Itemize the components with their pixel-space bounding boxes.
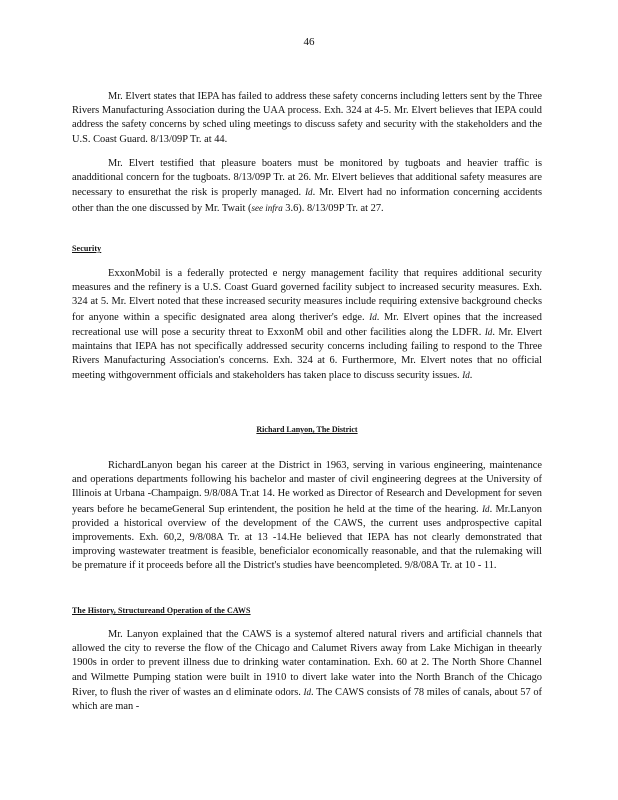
paragraph-security (72, 267, 542, 384)
citation-id: Id (482, 503, 490, 514)
citation-id: Id (303, 686, 312, 697)
paragraph-text: Mr. Elvert states that IEPA has failed to address these safety concerns including letters sent by the Three Rivers Manufacturing Association during the UAA process. Exh. 324 at 4-5. Mr. Elvert believes that IEPA could address the safety concerns by sched uling meetings to discuss safety and security with the stakeholders and the U.S. Coast Guard. 8/13/09P Tr. at 44. (72, 91, 542, 145)
paragraph-elvert-testimony (72, 157, 542, 216)
citation-id: Id (369, 311, 377, 322)
citation-id: Id (305, 187, 313, 198)
paragraph-text: . (469, 370, 473, 382)
paragraph-text: Mr. Lanyon explained that the CAWS is a systemof altered natural rivers and artificial channels that allowed the city to reverse the flow of the Chicago and Calumet Rivers away from Lake Michigan in theearly 1900s in order to prevent illness due to drinking water contamination. Exh. 60 at 2. The North Shore Channel and Wilmette Pumping station were built in 1910 to divert lake water into the North Branch of the Chicago River, to flush the river of wastes an d eliminate odors. (72, 629, 542, 698)
paragraph-text: ExxonMobil is a federally protected e nergy management facility that requires additional security measures and the refinery is a U.S. Coast Guard governed facility subject to increased security measures. Exh. 324 at 5. Mr. Elvert noted that these increased security measures include requiring extensive background checks for anyone within a specific designated area along theriver's edge. (72, 268, 542, 323)
section-heading-history: The History, Structureand Operation of the CAWS (72, 606, 251, 615)
heading-text: Richard Lanyon, The District (256, 425, 358, 434)
paragraph-text: . The CAWS consists of 78 miles of canals, about 57 of which are man - (72, 686, 542, 713)
paragraph-caws-history (72, 628, 542, 714)
citation-id: Id (484, 326, 493, 337)
paragraph-text: . Mr. Elvert had no information concerning accidents other than the one discussed by Mr. Twait ( (72, 187, 542, 214)
section-heading-lanyon (72, 423, 542, 437)
page-number: 46 (303, 36, 315, 48)
section-heading-security: Security (72, 244, 102, 253)
paragraph-text: 3.6). 8/13/09P Tr. at 27. (282, 202, 384, 214)
paragraph-text: Mr. Elvert testified that pleasure boaters must be monitored by tugboats and heavier traffic is anadditional concern for the tugboats. 8/13/09P Tr. at 26. Mr. Elvert believes that additional safety measures are necessary to ensurethat the risk is properly managed. (72, 158, 542, 199)
paragraph-elvert-safety (72, 90, 542, 147)
citation-see-infra: see infra (251, 202, 283, 213)
paragraph-text: . Mr. Elvert opines that the increased recreational use will pose a security threat to ExxonM obil and other facilities along the LDFR. (72, 311, 542, 338)
paragraph-text: RichardLanyon began his career at the District in 1963, serving in various engineering, maintenance and operations departments following his bachelor and master of civil engineering degrees at the University of Illinois at Urbana -Champaign. 9/8/08A Tr.at 14. He worked as Director of Research and Development for seven years before he becameGeneral Sup erintendent, the position he held at the time of the hearing. (72, 460, 542, 515)
paragraph-text: . Mr. Elvert maintains that IEPA has not specifically addressed security concerns including failing to respond to the Three Rivers Manufacturing Association's concerns. Exh. 324 at 6. Furthermore, Mr. Elvert notes that no official meeting withgovernment officials and stakeholders has taken place to discuss security issues. (72, 326, 543, 382)
paragraph-lanyon-career (72, 459, 542, 574)
paragraph-text: . Mr.Lanyon provided a historical overview of the development of the CAWS, the current uses andprospective capital improvements. Exh. 60,2, 9/8/08A Tr. at 13 -14.He believed that IEPA has not clearly demonstrated that improving wastewater treatment is feasible, beneficialor economically reasonable, and that the rulemaking will be premature if it proceeds before all the District's studies have beencompleted. 9/8/08A Tr. at 10 - 11. (72, 503, 542, 572)
citation-id: Id (462, 370, 470, 381)
